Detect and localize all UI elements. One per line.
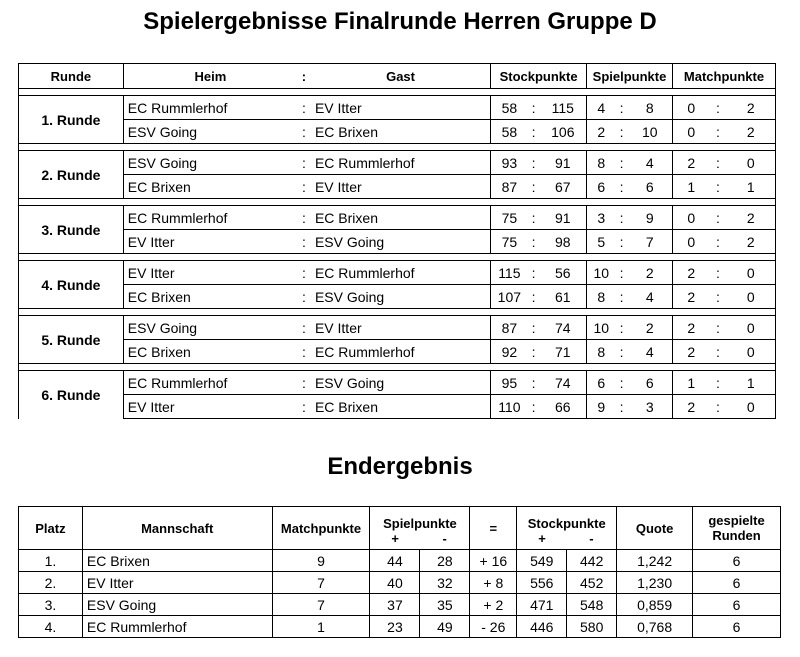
colon: : [528,316,540,340]
round-separator [19,89,776,96]
colon: : [616,340,628,364]
stockpunkte-home: 92 [491,340,528,364]
quote: 0,859 [617,594,693,616]
header-spielpunkte-minus: - [420,531,470,550]
header-runde: Runde [19,64,124,89]
matchpunkte-away: 0 [726,261,775,285]
matchpunkte-home: 1 [672,175,709,199]
spielpunkte-home: 8 [587,151,616,175]
gespielte-runden: 6 [693,594,781,616]
colon: : [616,151,628,175]
differenz: + 8 [470,572,517,594]
matchpunkte-away: 0 [726,285,775,309]
colon: : [709,120,726,144]
away-team: ESV Going [311,371,491,395]
match-row [19,175,776,199]
colon: : [616,285,628,309]
home-team: ESV Going [123,316,297,340]
round-label: 4. Runde [19,261,124,309]
header-quote: Quote [617,507,693,550]
colon: : [616,120,628,144]
match-row [19,316,776,340]
matchpunkte-home: 0 [672,120,709,144]
stockpunkte-minus: 442 [567,550,617,572]
round-label: 3. Runde [19,206,124,254]
match-row [19,340,776,364]
stockpunkte-home: 95 [491,371,528,395]
match-row [19,230,776,254]
header-matchpunkte: Matchpunkte [672,64,775,89]
stockpunkte-away: 67 [540,175,587,199]
stockpunkte-home: 87 [491,175,528,199]
spielpunkte-plus: 44 [370,550,420,572]
matchpunkte-away: 1 [726,175,775,199]
stockpunkte-home: 87 [491,316,528,340]
home-team: EC Brixen [123,175,297,199]
quote: 1,230 [617,572,693,594]
match-row [19,96,776,120]
rounds-header-row [19,64,776,89]
ranking-row [19,594,781,616]
spielpunkte-plus: 40 [370,572,420,594]
quote: 1,242 [617,550,693,572]
spielpunkte-home: 6 [587,371,616,395]
spielpunkte-home: 4 [587,96,616,120]
header-mannschaft: Mannschaft [82,507,272,550]
spielpunkte-plus: 37 [370,594,420,616]
matchpunkte-away: 0 [726,151,775,175]
matchpunkte: 7 [272,572,370,594]
header-colon: : [297,64,311,89]
spielpunkte-home: 6 [587,175,616,199]
stockpunkte-away: 71 [540,340,587,364]
spielpunkte-away: 2 [628,316,673,340]
home-team: EC Brixen [123,285,297,309]
spielpunkte-home: 8 [587,285,616,309]
colon: : [709,340,726,364]
home-team: EV Itter [123,230,297,254]
header-heim: Heim [123,64,297,89]
matchpunkte: 7 [272,594,370,616]
stockpunkte-home: 75 [491,230,528,254]
matchpunkte-away: 2 [726,96,775,120]
separator-cell [19,144,776,151]
colon: : [709,151,726,175]
platz: 3. [19,594,83,616]
stockpunkte-away: 98 [540,230,587,254]
home-team: EV Itter [123,261,297,285]
stockpunkte-home: 115 [491,261,528,285]
header-stockpunkte: Stockpunkte [491,64,587,89]
stockpunkte-plus: 549 [517,550,567,572]
colon: : [528,395,540,419]
ranking-row [19,616,781,638]
rounds-body [19,89,776,419]
colon: : [297,175,311,199]
away-team: EV Itter [311,316,491,340]
colon: : [616,371,628,395]
spielpunkte-home: 5 [587,230,616,254]
separator-cell [19,364,776,371]
home-team: EC Rummlerhof [123,206,297,230]
quote: 0,768 [617,616,693,638]
stockpunkte-plus: 446 [517,616,567,638]
matchpunkte: 9 [272,550,370,572]
home-team: EC Rummlerhof [123,371,297,395]
separator-cell [19,89,776,96]
differenz: + 2 [470,594,517,616]
colon: : [297,230,311,254]
home-team: ESV Going [123,151,297,175]
final-table [18,506,781,638]
colon: : [297,120,311,144]
matchpunkte-home: 2 [672,151,709,175]
colon: : [297,285,311,309]
matchpunkte-home: 2 [672,395,709,419]
colon: : [528,120,540,144]
away-team: EV Itter [311,175,491,199]
colon: : [528,230,540,254]
colon: : [616,175,628,199]
colon: : [709,230,726,254]
spielpunkte-away: 10 [628,120,673,144]
differenz: - 26 [470,616,517,638]
header-gast: Gast [311,64,491,89]
away-team: EC Brixen [311,120,491,144]
header-stockpunkte-plus: + [517,531,567,550]
colon: : [709,261,726,285]
stockpunkte-away: 106 [540,120,587,144]
spielpunkte-home: 9 [587,395,616,419]
match-row [19,285,776,309]
match-row [19,120,776,144]
colon: : [616,230,628,254]
stockpunkte-plus: 556 [517,572,567,594]
match-row [19,261,776,285]
matchpunkte-away: 2 [726,206,775,230]
stockpunkte-away: 91 [540,151,587,175]
colon: : [297,371,311,395]
spielpunkte-home: 3 [587,206,616,230]
stockpunkte-home: 58 [491,120,528,144]
spielpunkte-minus: 49 [420,616,470,638]
stockpunkte-away: 56 [540,261,587,285]
team-name: EC Brixen [82,550,272,572]
header-stockpunkte: Stockpunkte [517,507,617,532]
ranking-row [19,572,781,594]
away-team: EC Brixen [311,395,491,419]
matchpunkte-home: 0 [672,96,709,120]
spielpunkte-away: 3 [628,395,673,419]
colon: : [616,261,628,285]
colon: : [709,175,726,199]
matchpunkte-home: 2 [672,285,709,309]
round-separator [19,254,776,261]
matchpunkte-home: 2 [672,316,709,340]
away-team: EC Brixen [311,206,491,230]
round-separator [19,199,776,206]
platz: 1. [19,550,83,572]
away-team: ESV Going [311,230,491,254]
stockpunkte-away: 61 [540,285,587,309]
colon: : [528,371,540,395]
home-team: EC Brixen [123,340,297,364]
colon: : [528,151,540,175]
round-label: 2. Runde [19,151,124,199]
round-separator [19,309,776,316]
stockpunkte-minus: 548 [567,594,617,616]
rounds-table [18,63,776,419]
match-row [19,395,776,419]
stockpunkte-away: 74 [540,371,587,395]
header-stockpunkte-minus: - [567,531,617,550]
colon: : [297,151,311,175]
matchpunkte-away: 0 [726,340,775,364]
team-name: EV Itter [82,572,272,594]
stockpunkte-home: 110 [491,395,528,419]
matchpunkte-away: 2 [726,120,775,144]
spielpunkte-home: 10 [587,316,616,340]
stockpunkte-minus: 452 [567,572,617,594]
matchpunkte: 1 [272,616,370,638]
match-row [19,371,776,395]
colon: : [528,175,540,199]
separator-cell [19,199,776,206]
round-separator [19,364,776,371]
spielpunkte-minus: 28 [420,550,470,572]
colon: : [709,395,726,419]
spielpunkte-away: 8 [628,96,673,120]
spielpunkte-away: 4 [628,151,673,175]
header-eq: = [470,507,517,550]
platz: 4. [19,616,83,638]
stockpunkte-minus: 580 [567,616,617,638]
colon: : [528,96,540,120]
home-team: EV Itter [123,395,297,419]
colon: : [528,206,540,230]
match-row [19,151,776,175]
gespielte-runden: 6 [693,550,781,572]
colon: : [297,340,311,364]
gespielte-runden: 6 [693,572,781,594]
match-row [19,206,776,230]
spielpunkte-away: 2 [628,261,673,285]
colon: : [297,395,311,419]
colon: : [297,206,311,230]
matchpunkte-home: 0 [672,230,709,254]
matchpunkte-away: 2 [726,230,775,254]
header-platz: Platz [19,507,83,550]
colon: : [528,340,540,364]
spielpunkte-minus: 32 [420,572,470,594]
stockpunkte-home: 75 [491,206,528,230]
round-separator [19,144,776,151]
colon: : [709,206,726,230]
gespielte-runden: 6 [693,616,781,638]
spielpunkte-away: 7 [628,230,673,254]
matchpunkte-home: 1 [672,371,709,395]
away-team: EC Rummlerhof [311,151,491,175]
round-label: 6. Runde [19,371,124,419]
stockpunkte-home: 107 [491,285,528,309]
header-gespielte-runden: gespielte Runden [693,507,781,550]
spielpunkte-home: 2 [587,120,616,144]
away-team: EC Rummlerhof [311,261,491,285]
stockpunkte-away: 66 [540,395,587,419]
colon: : [709,316,726,340]
home-team: ESV Going [123,120,297,144]
header-spielpunkte: Spielpunkte [370,507,470,532]
team-name: ESV Going [82,594,272,616]
spielpunkte-home: 8 [587,340,616,364]
colon: : [528,261,540,285]
ranking-row [19,550,781,572]
stockpunkte-home: 58 [491,96,528,120]
stockpunkte-plus: 471 [517,594,567,616]
spielpunkte-away: 9 [628,206,673,230]
colon: : [297,96,311,120]
stockpunkte-home: 93 [491,151,528,175]
colon: : [616,395,628,419]
header-spielpunkte-plus: + [370,531,420,550]
spielpunkte-away: 6 [628,371,673,395]
matchpunkte-home: 2 [672,261,709,285]
spielpunkte-home: 10 [587,261,616,285]
spielpunkte-plus: 23 [370,616,420,638]
matchpunkte-away: 1 [726,371,775,395]
away-team: EC Rummlerhof [311,340,491,364]
differenz: + 16 [470,550,517,572]
team-name: EC Rummlerhof [82,616,272,638]
spielpunkte-away: 6 [628,175,673,199]
round-label: 5. Runde [19,316,124,364]
colon: : [297,261,311,285]
colon: : [616,316,628,340]
final-title: Endergebnis [327,453,473,480]
spielpunkte-minus: 35 [420,594,470,616]
away-team: ESV Going [311,285,491,309]
matchpunkte-away: 0 [726,395,775,419]
platz: 2. [19,572,83,594]
header-spielpunkte: Spielpunkte [587,64,673,89]
colon: : [616,206,628,230]
separator-cell [19,254,776,261]
matchpunkte-home: 0 [672,206,709,230]
page-title: Spielergebnisse Finalrunde Herren Gruppe D [143,8,657,35]
round-label: 1. Runde [19,96,124,144]
colon: : [709,371,726,395]
matchpunkte-away: 0 [726,316,775,340]
matchpunkte-home: 2 [672,340,709,364]
home-team: EC Rummlerhof [123,96,297,120]
colon: : [297,316,311,340]
stockpunkte-away: 74 [540,316,587,340]
colon: : [709,96,726,120]
final-body [19,550,781,638]
away-team: EV Itter [311,96,491,120]
colon: : [709,285,726,309]
header-matchpunkte: Matchpunkte [272,507,370,550]
separator-cell [19,309,776,316]
spielpunkte-away: 4 [628,340,673,364]
colon: : [528,285,540,309]
stockpunkte-away: 91 [540,206,587,230]
spielpunkte-away: 4 [628,285,673,309]
colon: : [616,96,628,120]
stockpunkte-away: 115 [540,96,587,120]
